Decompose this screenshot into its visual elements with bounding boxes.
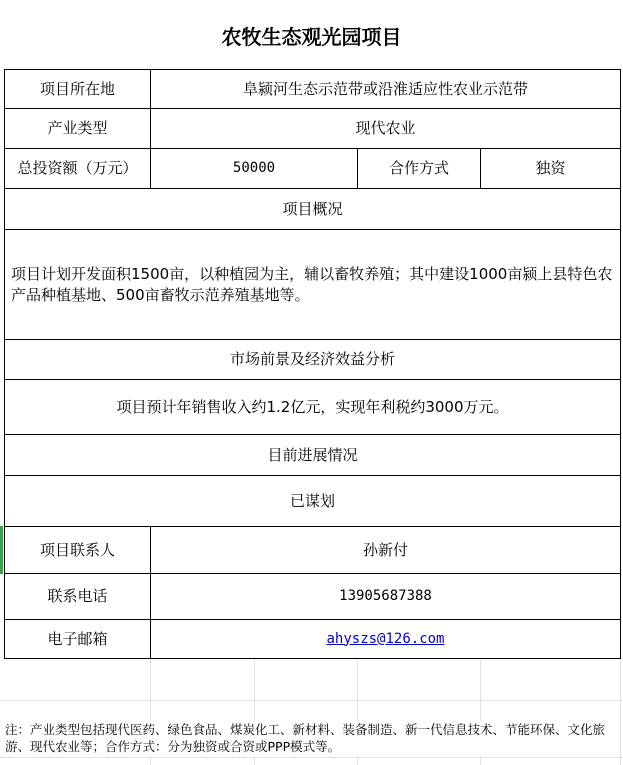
market-header-cell[interactable] — [4, 339, 621, 380]
phone-value: 13905687388 — [339, 588, 432, 605]
email-label: 电子邮箱 — [47, 629, 108, 648]
industry-label: 产业类型 — [47, 119, 108, 138]
phone-label-cell[interactable] — [4, 573, 151, 620]
progress-text-cell[interactable] — [4, 475, 621, 527]
location-value-cell[interactable] — [150, 69, 621, 109]
progress-header: 目前进展情况 — [267, 445, 358, 464]
market-text-cell[interactable] — [4, 379, 621, 435]
market-text: 项目预计年销售收入约1.2亿元，实现年利税约3000万元。 — [116, 397, 509, 416]
footnote: 注：产业类型包括现代医药、绿色食品、煤炭化工、新材料、装备制造、新一代信息技术、节能环保、文化旅游、现代农业等；合作方式：分为独资或合资或PPP模式等。 — [5, 722, 619, 756]
investment-label: 总投资额（万元） — [17, 159, 138, 178]
industry-value-cell[interactable] — [150, 108, 621, 149]
overview-header-cell[interactable] — [4, 188, 621, 230]
contact-label-cell[interactable] — [4, 526, 151, 574]
investment-value: 50000 — [232, 160, 276, 177]
progress-header-cell[interactable] — [4, 434, 621, 476]
overview-text-cell[interactable] — [4, 229, 621, 340]
location-value: 阜颍河生态示范带或沿淮适应性农业示范带 — [242, 79, 528, 98]
gridline — [0, 757, 623, 758]
coop-value-cell[interactable] — [480, 148, 621, 189]
contact-value-cell[interactable] — [150, 526, 621, 574]
contact-value: 孙新付 — [362, 540, 408, 559]
coop-value: 独资 — [535, 159, 566, 178]
industry-label-cell[interactable] — [4, 108, 151, 149]
location-label-cell[interactable] — [4, 69, 151, 109]
overview-header: 项目概况 — [282, 199, 343, 218]
market-header: 市场前景及经济效益分析 — [229, 350, 395, 369]
contact-label: 项目联系人 — [39, 540, 115, 559]
page-title: 农牧生态观光园项目 — [0, 0, 623, 70]
investment-value-cell[interactable] — [150, 148, 358, 189]
industry-value: 现代农业 — [355, 119, 416, 138]
overview-text: 项目计划开发面积1500亩，以种植园为主，辅以畜牧养殖；其中建设1000亩颍上县特色农产品种植基地、500亩畜牧示范养殖基地等。 — [11, 265, 613, 304]
gridline — [0, 700, 623, 701]
location-label: 项目所在地 — [39, 79, 115, 98]
investment-label-cell[interactable] — [4, 148, 151, 189]
phone-value-cell[interactable] — [150, 573, 621, 620]
progress-text: 已谋划 — [289, 491, 335, 510]
phone-label: 联系电话 — [47, 587, 108, 606]
coop-label-cell[interactable] — [357, 148, 481, 189]
email-link[interactable]: ahyszs@126.com — [326, 630, 445, 647]
coop-label: 合作方式 — [388, 159, 449, 178]
email-value-cell[interactable] — [150, 619, 621, 659]
email-label-cell[interactable] — [4, 619, 151, 659]
row-selection-marker — [0, 526, 3, 574]
